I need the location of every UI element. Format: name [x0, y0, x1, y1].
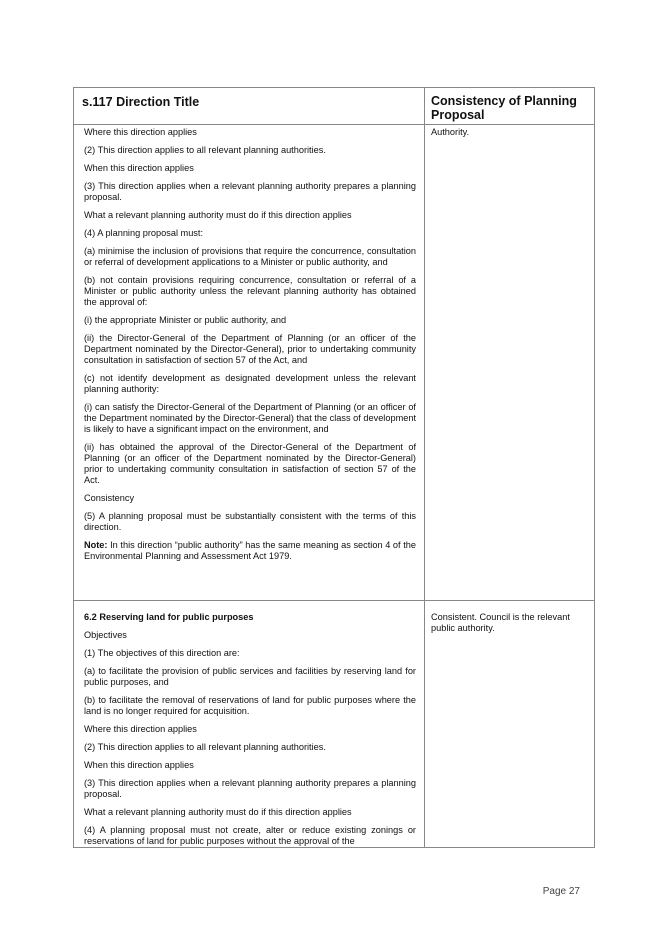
paragraph: (4) A planning proposal must not create, alter or reduce existing zonings or reservations of land for public purposes without the approval of the — [84, 825, 416, 846]
header-consistency: Consistency of Planning Proposal — [431, 94, 577, 122]
table-row — [74, 125, 594, 601]
paragraph: (3) This direction applies when a relevant planning authority prepares a planning proposal. — [84, 778, 416, 799]
paragraph: What a relevant planning authority must do if this direction applies — [84, 807, 352, 817]
page-number: Page 27 — [542, 886, 580, 897]
paragraph: Objectives — [84, 630, 127, 640]
paragraph: (5) A planning proposal must be substantially consistent with the terms of this direction. — [84, 511, 416, 532]
consistency-cell: Consistent. Council is the relevant public authority. — [431, 612, 570, 633]
paragraph: (2) This direction applies to all relevant planning authorities. — [84, 742, 326, 752]
paragraph: (4) A planning proposal must: — [84, 228, 203, 238]
paragraph: When this direction applies — [84, 760, 194, 770]
paragraph: (1) The objectives of this direction are: — [84, 648, 240, 658]
consistency-cell: Authority. — [431, 127, 470, 137]
paragraph: Consistency — [84, 493, 135, 503]
note-label: Note: — [84, 540, 108, 550]
paragraph: When this direction applies — [84, 163, 194, 173]
paragraph: What a relevant planning authority must do if this direction applies — [84, 210, 352, 220]
paragraph: Where this direction applies — [84, 127, 197, 137]
paragraph: Where this direction applies — [84, 724, 197, 734]
paragraph: (i) can satisfy the Director-General of the Department of Planning (or an officer of the Department nominated by the Director-General) that the class of development is likely to have a significant impact on the environment, and — [84, 402, 416, 434]
paragraph: (b) to facilitate the removal of reservations of land for public purposes where the land is no longer required for acquisition. — [84, 695, 416, 716]
direction-title: 6.2 Reserving land for public purposes — [84, 612, 254, 622]
table-header — [74, 88, 594, 125]
paragraph: (a) minimise the inclusion of provisions that require the concurrence, consultation or referral of development applications to a Minister or public authority, and — [84, 246, 416, 267]
paragraph: (ii) has obtained the approval of the Director-General of the Department of Planning (or an officer of the Department nominated by the Director-General) prior to undertaking community consultation in satisfaction of section 57 of the Act. — [84, 442, 416, 485]
header-direction-title: s.117 Direction Title — [74, 88, 425, 124]
table-row — [74, 601, 594, 847]
note-paragraph — [84, 540, 416, 562]
note-text: In this direction “public authority” has the same meaning as section 4 of the Environmental Planning and Assessment Act 1979. — [84, 540, 416, 561]
paragraph: (c) not identify development as designated development unless the relevant planning authority: — [84, 373, 416, 394]
paragraph: (3) This direction applies when a relevant planning authority prepares a planning proposal. — [84, 181, 416, 202]
direction-text-cell — [74, 601, 425, 847]
paragraph: (a) to facilitate the provision of public services and facilities by reserving land for public purposes, and — [84, 666, 416, 687]
paragraph: (b) not contain provisions requiring concurrence, consultation or referral of a Minister or public authority unless the relevant planning authority has obtained the approval of: — [84, 275, 416, 307]
paragraph: (2) This direction applies to all relevant planning authorities. — [84, 145, 326, 155]
paragraph: (ii) the Director-General of the Department of Planning (or an officer of the Department nominated by the Director-General), prior to undertaking community consultation in satisfaction of section 57 of the Act, and — [84, 333, 416, 365]
paragraph: (i) the appropriate Minister or public authority, and — [84, 315, 287, 325]
direction-table — [73, 87, 595, 848]
direction-text-cell — [74, 125, 425, 600]
